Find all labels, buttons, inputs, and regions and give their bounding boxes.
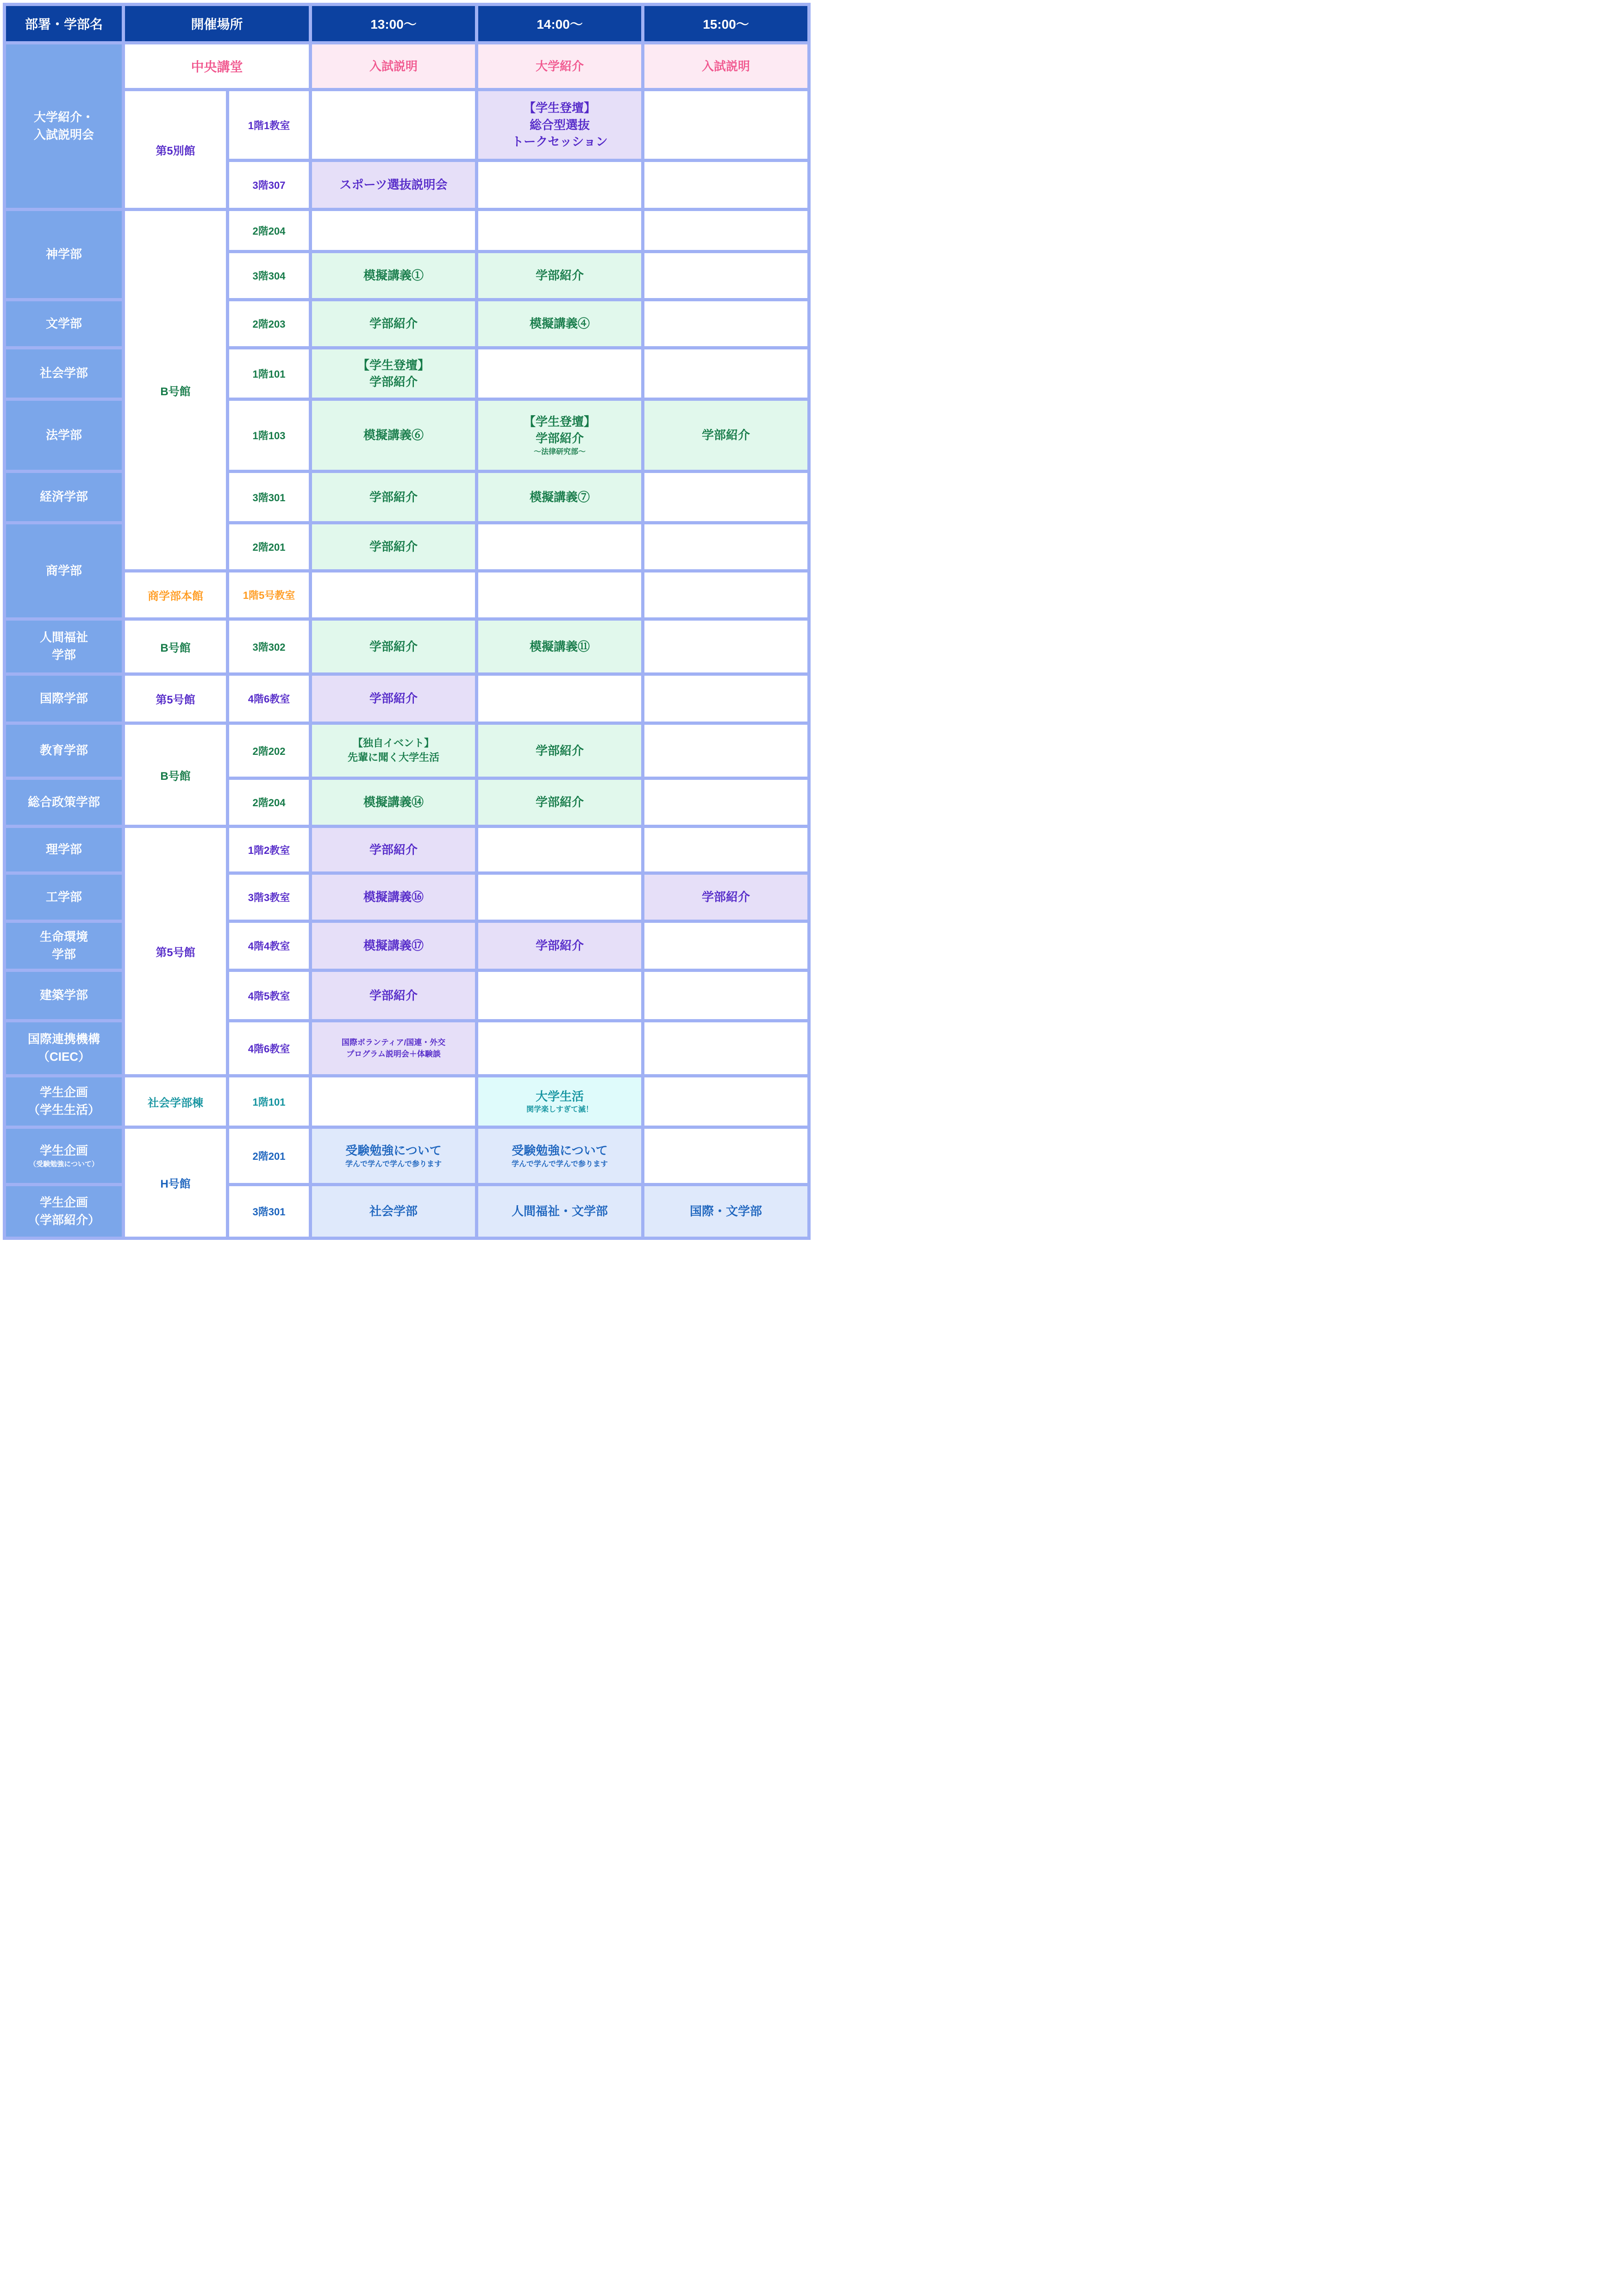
faculty-cell-ciec: 国際連携機構 （CIEC） — [6, 1022, 122, 1074]
event-cell: 学部紹介 — [312, 473, 475, 521]
venue-room-cell: 3階307 — [229, 162, 309, 208]
empty-cell — [644, 725, 807, 777]
empty-cell — [644, 621, 807, 672]
venue-room-cell: 4階6教室 — [229, 1022, 309, 1074]
empty-cell — [644, 972, 807, 1019]
venue-room-cell: 3階3教室 — [229, 875, 309, 920]
venue-building-cell: 中央講堂 — [125, 44, 309, 88]
faculty-cell-gakuseikikaku-gakubu: 学生企画 （学部紹介） — [6, 1186, 122, 1237]
row-gakuseikikaku-seikatsu — [6, 1077, 807, 1126]
event-cell: 大学生活 関学楽しすぎて滅！ — [478, 1077, 641, 1126]
event-cell: 学部紹介 — [478, 923, 641, 969]
event-cell: 社会学部 — [312, 1186, 475, 1237]
empty-cell — [644, 473, 807, 521]
faculty-cell-ningenfukushi: 人間福祉 学部 — [6, 621, 122, 672]
faculty-cell-shakaigakubu: 社会学部 — [6, 349, 122, 398]
empty-cell — [644, 91, 807, 159]
venue-room-cell: 1階1教室 — [229, 91, 309, 159]
venue-building-cell: 社会学部棟 — [125, 1077, 226, 1126]
venue-room-cell: 2階204 — [229, 780, 309, 825]
faculty-cell-daigaku-nyushi: 大学紹介・ 入試説明会 — [6, 44, 122, 208]
event-cell: 模擬講義⑦ — [478, 473, 641, 521]
venue-room-cell: 2階203 — [229, 301, 309, 346]
empty-cell — [478, 972, 641, 1019]
event-cell: 【独自イベント】 先輩に聞く大学生活 — [312, 725, 475, 777]
row-kyoikugakubu — [6, 725, 807, 777]
event-cell: 学部紹介 — [312, 828, 475, 871]
empty-cell — [644, 1022, 807, 1074]
venue-room-cell: 4階5教室 — [229, 972, 309, 1019]
venue-room-cell: 3階301 — [229, 1186, 309, 1237]
venue-room-cell: 2階202 — [229, 725, 309, 777]
venue-building-cell: H号館 — [125, 1129, 226, 1237]
empty-cell — [644, 162, 807, 208]
faculty-cell-kenchikugakubu: 建築学部 — [6, 972, 122, 1019]
empty-cell — [644, 923, 807, 969]
event-cell: 模擬講義④ — [478, 301, 641, 346]
event-cell: 模擬講義⑪ — [478, 621, 641, 672]
event-cell: 学部紹介 — [312, 972, 475, 1019]
event-cell: 学部紹介 — [312, 524, 475, 569]
empty-cell — [478, 349, 641, 398]
faculty-cell-gakuseikikaku-seikatsu: 学生企画 （学生生活） — [6, 1077, 122, 1126]
schedule-table — [3, 3, 811, 1240]
faculty-cell-seimeikankyo: 生命環境 学部 — [6, 923, 122, 969]
event-cell: 学部紹介 — [312, 301, 475, 346]
empty-cell — [644, 301, 807, 346]
empty-cell — [644, 349, 807, 398]
empty-cell — [644, 676, 807, 722]
row-dai5bekkan-101 — [6, 91, 807, 159]
empty-cell — [644, 524, 807, 569]
venue-room-cell: 3階301 — [229, 473, 309, 521]
venue-room-cell: 3階302 — [229, 621, 309, 672]
empty-cell — [478, 211, 641, 250]
event-cell: 模擬講義⑭ — [312, 780, 475, 825]
venue-room-cell: 4階4教室 — [229, 923, 309, 969]
faculty-cell-sogoseisaku: 総合政策学部 — [6, 780, 122, 825]
venue-building-cell: B号館 — [125, 211, 226, 569]
empty-cell — [644, 253, 807, 298]
header-time-15: 15:00～ — [644, 6, 807, 41]
venue-room-cell: 2階201 — [229, 524, 309, 569]
empty-cell — [644, 211, 807, 250]
header-time-13: 13:00～ — [312, 6, 475, 41]
header-time-14: 14:00～ — [478, 6, 641, 41]
faculty-cell-shogakubu: 商学部 — [6, 524, 122, 617]
faculty-cell-bungakubu: 文学部 — [6, 301, 122, 346]
faculty-cell-kyoikugakubu: 教育学部 — [6, 725, 122, 777]
event-cell: 入試説明 — [312, 44, 475, 88]
event-cell: 学部紹介 — [478, 253, 641, 298]
empty-cell — [478, 162, 641, 208]
event-cell: 模擬講義⑰ — [312, 923, 475, 969]
faculty-cell-rigakubu: 理学部 — [6, 828, 122, 871]
header-venue: 開催場所 — [125, 6, 309, 41]
row-gakuseikikaku-juken — [6, 1129, 807, 1183]
empty-cell — [312, 91, 475, 159]
venue-building-cell: 第5別館 — [125, 91, 226, 208]
empty-cell — [478, 828, 641, 871]
empty-cell — [644, 1077, 807, 1126]
faculty-cell-gakuseikikaku-juken: 学生企画 （受験勉強について） — [6, 1129, 122, 1183]
empty-cell — [312, 572, 475, 617]
empty-cell — [312, 1077, 475, 1126]
empty-cell — [478, 524, 641, 569]
event-cell: 【学生登壇】 学部紹介 ～法律研究部～ — [478, 401, 641, 470]
event-cell: 学部紹介 — [644, 875, 807, 920]
event-cell: 受験勉強について 学んで学んで学んで参ります — [312, 1129, 475, 1183]
event-cell: 入試説明 — [644, 44, 807, 88]
row-shogakubu-honkan — [6, 572, 807, 617]
row-shingaku-204 — [6, 211, 807, 250]
empty-cell — [644, 780, 807, 825]
event-cell: 学部紹介 — [312, 621, 475, 672]
empty-cell — [478, 572, 641, 617]
venue-room-cell: 3階304 — [229, 253, 309, 298]
venue-building-cell: B号館 — [125, 725, 226, 825]
event-cell: 人間福祉・文学部 — [478, 1186, 641, 1237]
empty-cell — [478, 676, 641, 722]
empty-cell — [478, 875, 641, 920]
event-cell: スポーツ選抜説明会 — [312, 162, 475, 208]
venue-building-cell: 商学部本館 — [125, 572, 226, 617]
venue-room-cell: 2階201 — [229, 1129, 309, 1183]
event-cell: 学部紹介 — [478, 725, 641, 777]
event-cell: 【学生登壇】 学部紹介 — [312, 349, 475, 398]
header-row — [6, 6, 807, 41]
event-cell: 国際・文学部 — [644, 1186, 807, 1237]
row-ningenfukushi — [6, 621, 807, 672]
venue-room-cell: 2階204 — [229, 211, 309, 250]
venue-room-cell: 1階103 — [229, 401, 309, 470]
empty-cell — [644, 828, 807, 871]
venue-room-cell: 1階2教室 — [229, 828, 309, 871]
venue-room-cell: 1階5号教室 — [229, 572, 309, 617]
venue-building-cell: 第5号館 — [125, 676, 226, 722]
faculty-cell-kogakubu: 工学部 — [6, 875, 122, 920]
event-cell: 国際ボランティア/国連・外交 プログラム説明会＋体験談 — [312, 1022, 475, 1074]
faculty-cell-keizaigakubu: 経済学部 — [6, 473, 122, 521]
empty-cell — [312, 211, 475, 250]
empty-cell — [644, 572, 807, 617]
venue-room-cell: 4階6教室 — [229, 676, 309, 722]
empty-cell — [478, 1022, 641, 1074]
row-rigakubu — [6, 828, 807, 871]
event-cell: 受験勉強について 学んで学んで学んで参ります — [478, 1129, 641, 1183]
row-chuo-kodo — [6, 44, 807, 88]
faculty-cell-kokusaigakubu: 国際学部 — [6, 676, 122, 722]
row-kokusaigakubu — [6, 676, 807, 722]
empty-cell — [644, 1129, 807, 1183]
event-cell: 【学生登壇】 総合型選抜 トークセッション — [478, 91, 641, 159]
faculty-cell-shingakubu: 神学部 — [6, 211, 122, 298]
event-cell: 模擬講義⑥ — [312, 401, 475, 470]
venue-building-cell: 第5号館 — [125, 828, 226, 1074]
event-cell: 学部紹介 — [478, 780, 641, 825]
venue-building-cell: B号館 — [125, 621, 226, 672]
event-cell: 学部紹介 — [644, 401, 807, 470]
event-cell: 模擬講義① — [312, 253, 475, 298]
event-cell: 大学紹介 — [478, 44, 641, 88]
event-cell: 学部紹介 — [312, 676, 475, 722]
event-cell: 模擬講義⑯ — [312, 875, 475, 920]
venue-room-cell: 1階101 — [229, 349, 309, 398]
faculty-cell-hogakubu: 法学部 — [6, 401, 122, 470]
venue-room-cell: 1階101 — [229, 1077, 309, 1126]
header-department: 部署・学部名 — [6, 6, 122, 41]
